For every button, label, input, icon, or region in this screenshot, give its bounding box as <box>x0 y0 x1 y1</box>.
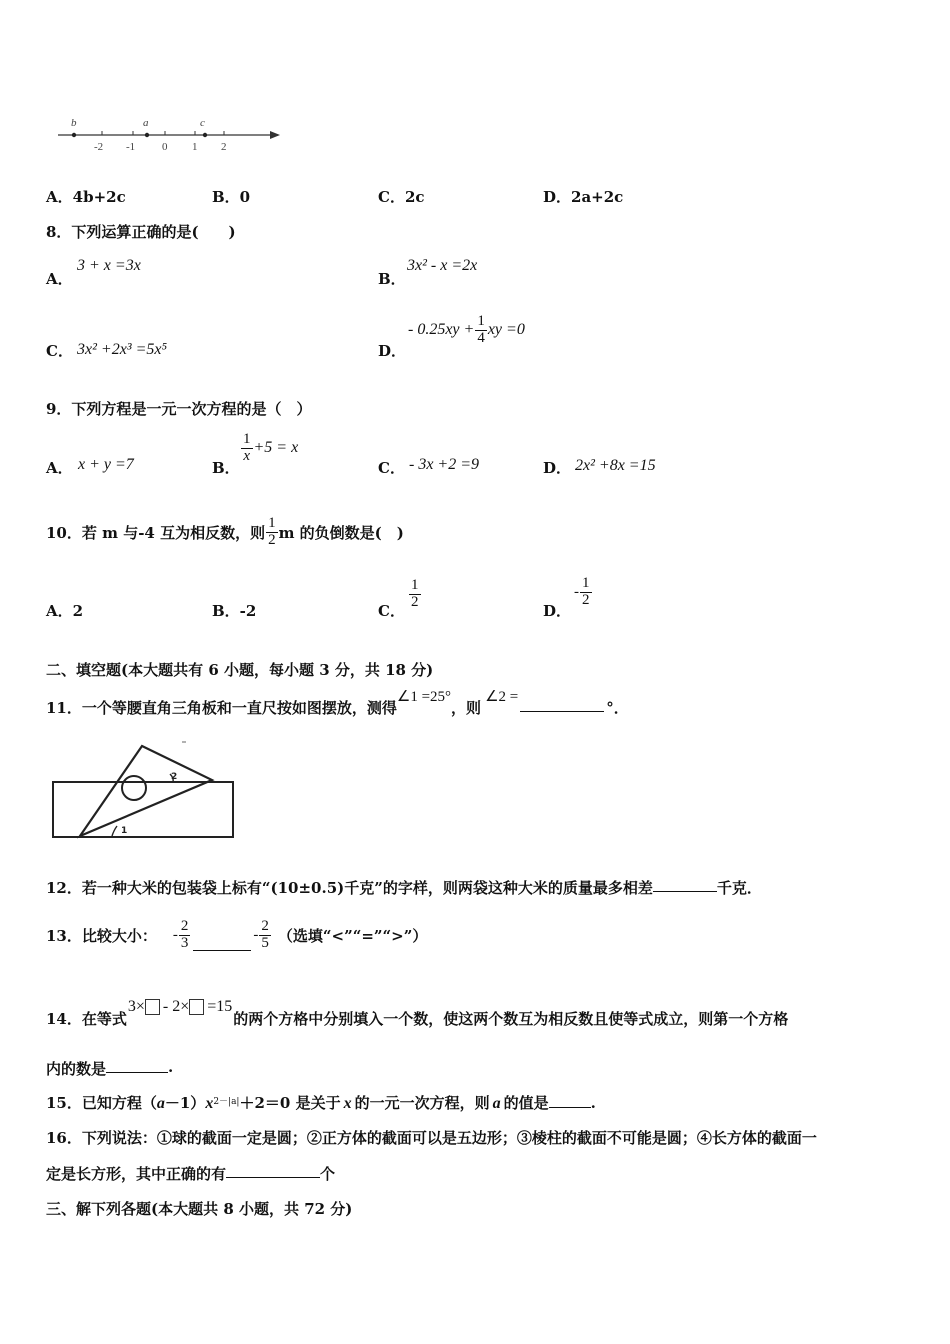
q15-mid2: ＋2＝0 是关于 <box>239 1094 341 1112</box>
q9-option-c: - 3x +2 =9 <box>409 456 480 473</box>
q13-fraction-1: $\frac{2}{3}$ <box>180 917 189 951</box>
q15-var-a2: a <box>492 1095 501 1112</box>
q11-answer-blank[interactable] <box>520 697 604 712</box>
q8-option-b: 3x² - x =2x <box>407 257 478 274</box>
angle-2-label: 2 <box>171 772 178 782</box>
q10-c-fraction: $\frac{1}{2}$ <box>411 577 419 610</box>
angle-1-label: 1 <box>121 826 128 836</box>
q16-answer-blank[interactable] <box>226 1163 320 1178</box>
q9-option-d: 2x² +8x =15 <box>575 457 656 474</box>
q15-var-x2: x <box>343 1095 352 1112</box>
q16-line2-post: 个 <box>320 1165 336 1183</box>
q9-label-d: D． <box>543 459 572 477</box>
q16-line2 <box>46 1163 335 1184</box>
tick-label: -1 <box>126 141 136 153</box>
q15-var-a: a <box>156 1095 165 1112</box>
q9-label-a: A． <box>46 459 73 477</box>
q13-hint: （选填“<”“=”“>”） <box>277 926 428 945</box>
q14-line1 <box>46 998 788 1029</box>
q9-b-fraction: $\frac{1}{x}$ <box>243 431 251 464</box>
q15-end: . <box>590 1094 596 1112</box>
q15-text-post: 的值是 <box>503 1094 549 1112</box>
q8-label-c: C． <box>46 342 73 360</box>
q11-text <box>46 689 629 718</box>
tick-label: 2 <box>221 141 227 153</box>
q10-stem-pre: 10．若 m 与-4 互为相反数，则 <box>46 523 266 542</box>
q12-text-pre: 12．若一种大米的包装袋上标有“(10±0.5)千克”的字样，则两袋这种大米的质量最多相差 <box>46 879 653 897</box>
q14-text2-end: . <box>168 1058 174 1076</box>
q10-stem <box>46 516 404 549</box>
q15-var-x: x <box>205 1095 214 1112</box>
q9-stem: 9．下列方程是一元一次方程的是（ ） <box>46 400 312 418</box>
q12-text <box>46 877 762 898</box>
q8-label-b: B． <box>378 270 406 288</box>
q15-mid1: －1） <box>164 1094 206 1112</box>
q7-option-d: D．2a+2c <box>543 188 624 206</box>
q11-text-post: °． <box>606 699 629 717</box>
q8-label-d: D． <box>378 342 407 360</box>
q14-text1: 的两个方格中分别填入一个数，使这两个数互为相反数且使等式成立，则第一个方格 <box>233 1010 789 1028</box>
q10-d-fraction: $\frac{1}{2}$ <box>582 575 590 608</box>
q10-d-sign: - <box>574 583 579 600</box>
section-2-heading: 二、填空题(本大题共有 6 小题，每小题 3 分，共 18 分) <box>46 661 434 679</box>
point-c-label: c <box>200 117 205 129</box>
q11-triangle-ruler-figure <box>50 738 240 844</box>
first-box[interactable] <box>145 999 160 1015</box>
q15-text-pre: 15．已知方程（ <box>46 1094 157 1112</box>
q13-text-pre: 13．比较大小： <box>46 926 157 945</box>
q8-option-c: 3x² +2x³ =5x⁵ <box>77 341 168 358</box>
point-a-label: a <box>143 117 149 129</box>
tick-label: 0 <box>162 141 168 153</box>
q8-stem: 8．下列运算正确的是( ) <box>46 223 236 241</box>
q10-label-d: D． <box>543 602 572 620</box>
q14-line2 <box>46 1058 173 1079</box>
q13-fraction-2: $\frac{2}{5}$ <box>261 917 269 951</box>
q10-option-a: A．2 <box>46 602 84 620</box>
q15-exponent: 2－|a| <box>213 1097 240 1107</box>
point-b-label: b <box>71 117 77 129</box>
q11-text-mid: ，则 <box>451 699 482 717</box>
q8-option-a: 3 + x =3x <box>77 257 141 274</box>
q14-text2: 内的数是 <box>46 1060 107 1078</box>
q15-mid3: 的一元一次方程，则 <box>354 1094 490 1112</box>
q14-answer-blank[interactable] <box>106 1058 168 1073</box>
q14-prefix: 14．在等式 <box>46 1010 127 1028</box>
q10-stem-fraction: $\frac{1}{2}$ <box>268 515 276 548</box>
q10-option-b: B．-2 <box>212 602 257 620</box>
q7-option-c: C．2c <box>378 188 425 206</box>
q10-stem-post: m 的负倒数是( ) <box>278 523 404 542</box>
section-3-heading: 三、解下列各题(本大题共 8 小题，共 72 分) <box>46 1200 353 1218</box>
q7-option-a: A．4b+2c <box>46 188 126 206</box>
q8-label-a: A． <box>46 270 73 288</box>
q12-answer-blank[interactable] <box>653 877 717 892</box>
q11-angle2: ∠2 = <box>485 689 519 705</box>
q13-text: 13．比较大小： - $\frac{2}{3}$ - $\frac{2}{5}$ （选填“<”“=”“>”） <box>46 917 428 951</box>
tick-label: 1 <box>192 141 198 153</box>
q9-label-b: B． <box>212 459 240 477</box>
q8-d-pre: - 0.25xy + <box>408 321 475 339</box>
q8-d-post: xy =0 <box>487 321 525 339</box>
q14-equation: 3× - 2× =15 <box>127 998 233 1015</box>
q8-d-fraction: $\frac{1}{4}$ <box>477 313 485 346</box>
q15-answer-blank[interactable] <box>549 1093 591 1108</box>
q16-line1: 16．下列说法：①球的截面一定是圆；②正方体的截面可以是五边形；③棱柱的截面不可能是圆；④长方体的截面一 <box>46 1129 817 1147</box>
q16-line2-pre: 定是长方形，其中正确的有 <box>46 1165 227 1183</box>
q8-option-d <box>408 314 525 347</box>
q9-label-c: C． <box>378 459 405 477</box>
q9-option-b <box>240 432 298 465</box>
q10-label-c: C． <box>378 602 405 620</box>
q10-option-c <box>408 578 422 611</box>
q15-text <box>46 1092 596 1113</box>
q10-option-d <box>574 576 593 609</box>
q11-angle1: ∠1 =25° <box>396 689 452 705</box>
number-line-figure <box>52 110 292 158</box>
tick-label: -2 <box>94 141 104 153</box>
q13-answer-blank[interactable] <box>193 936 251 951</box>
q11-text-pre: 11．一个等腰直角三角板和一直尺按如图摆放，测得 <box>46 699 397 717</box>
q12-text-post: 千克． <box>716 879 762 897</box>
q9-option-a: x + y =7 <box>78 456 134 473</box>
second-box[interactable] <box>189 999 204 1015</box>
q7-option-b: B．0 <box>212 188 251 206</box>
q9-b-post: +5 = x <box>253 439 299 457</box>
